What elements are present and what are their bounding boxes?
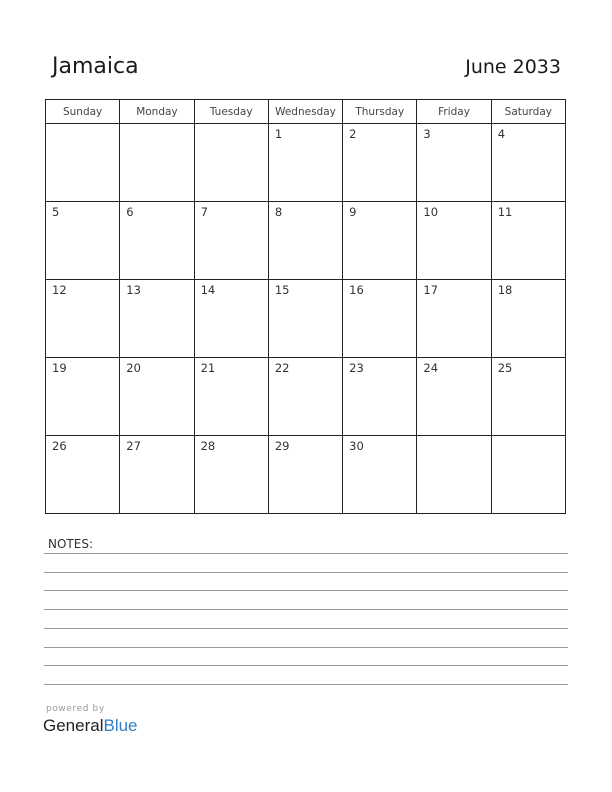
day-cell	[120, 436, 194, 514]
day-number: 29	[274, 439, 290, 453]
day-cell	[120, 124, 194, 202]
brand-name-general: General	[43, 716, 104, 735]
day-number: 20	[126, 361, 141, 375]
notes-line	[44, 684, 568, 685]
day-number: 27	[126, 439, 141, 453]
day-number: 23	[349, 361, 364, 375]
weekday-thursday: Thursday	[343, 100, 417, 124]
powered-by-text: powered by	[46, 704, 105, 714]
day-number: 1	[274, 127, 283, 141]
day-cell	[46, 436, 120, 514]
week-row	[46, 436, 566, 514]
day-cell	[268, 358, 342, 436]
day-cell	[268, 436, 342, 514]
week-row	[46, 358, 566, 436]
day-cell	[194, 202, 268, 280]
weekday-sunday: Sunday	[46, 100, 120, 124]
day-cell	[343, 124, 417, 202]
day-number: 4	[497, 127, 506, 141]
day-cell	[268, 202, 342, 280]
day-cell	[491, 202, 565, 280]
week-row	[46, 124, 566, 202]
day-cell	[46, 202, 120, 280]
day-number	[46, 124, 119, 127]
day-cell	[194, 358, 268, 436]
country-title: Jamaica	[52, 54, 139, 79]
day-cell	[343, 280, 417, 358]
day-cell	[491, 436, 565, 514]
day-cell	[417, 358, 491, 436]
day-number	[120, 124, 193, 127]
day-number: 5	[52, 205, 60, 219]
day-cell	[268, 280, 342, 358]
day-number: 2	[349, 127, 357, 141]
day-number: 25	[497, 361, 513, 375]
day-number: 21	[200, 361, 216, 375]
day-cell	[343, 202, 417, 280]
day-number: 14	[200, 283, 216, 297]
weekday-wednesday: Wednesday	[268, 100, 342, 124]
day-number: 9	[349, 205, 357, 219]
day-number: 15	[274, 283, 290, 297]
week-row	[46, 202, 566, 280]
notes-line	[44, 628, 568, 629]
day-cell	[417, 280, 491, 358]
day-number: 18	[497, 283, 513, 297]
day-number: 12	[52, 283, 67, 297]
day-number: 30	[349, 439, 364, 453]
day-number: 22	[274, 361, 290, 375]
notes-label: NOTES:	[48, 537, 93, 551]
day-cell	[343, 436, 417, 514]
notes-line	[44, 609, 568, 610]
weekday-monday: Monday	[120, 100, 194, 124]
day-number: 16	[349, 283, 364, 297]
day-number	[492, 436, 565, 439]
brand-name-blue: Blue	[103, 716, 138, 735]
day-number: 17	[423, 283, 439, 297]
day-cell	[491, 280, 565, 358]
week-row	[46, 280, 566, 358]
notes-line	[44, 647, 568, 648]
day-number: 11	[497, 205, 513, 219]
day-cell	[491, 124, 565, 202]
day-cell	[343, 358, 417, 436]
day-cell	[194, 280, 268, 358]
day-cell	[417, 436, 491, 514]
day-cell	[491, 358, 565, 436]
calendar-grid	[45, 99, 566, 514]
day-cell	[120, 358, 194, 436]
day-number: 26	[52, 439, 67, 453]
day-number: 7	[200, 205, 208, 219]
weekday-saturday: Saturday	[491, 100, 565, 124]
weekday-friday: Friday	[417, 100, 491, 124]
day-number: 6	[126, 205, 134, 219]
month-title: June 2033	[465, 56, 561, 78]
notes-line	[44, 553, 568, 554]
weekday-header-row	[46, 100, 566, 124]
day-cell	[120, 280, 194, 358]
brand-logo	[43, 716, 138, 736]
day-cell	[120, 202, 194, 280]
notes-line	[44, 665, 568, 666]
day-cell	[46, 124, 120, 202]
day-number: 19	[52, 361, 67, 375]
day-number: 3	[423, 127, 431, 141]
day-number: 10	[423, 205, 439, 219]
day-cell	[46, 358, 120, 436]
day-cell	[417, 124, 491, 202]
day-number: 8	[274, 205, 283, 219]
day-cell	[194, 436, 268, 514]
day-cell	[46, 280, 120, 358]
day-number: 13	[126, 283, 141, 297]
day-number	[417, 436, 490, 439]
weekday-tuesday: Tuesday	[194, 100, 268, 124]
day-cell	[268, 124, 342, 202]
day-cell	[417, 202, 491, 280]
day-number: 24	[423, 361, 439, 375]
day-cell	[194, 124, 268, 202]
day-number	[195, 124, 268, 127]
notes-line	[44, 572, 568, 573]
notes-line	[44, 590, 568, 591]
day-number: 28	[200, 439, 216, 453]
